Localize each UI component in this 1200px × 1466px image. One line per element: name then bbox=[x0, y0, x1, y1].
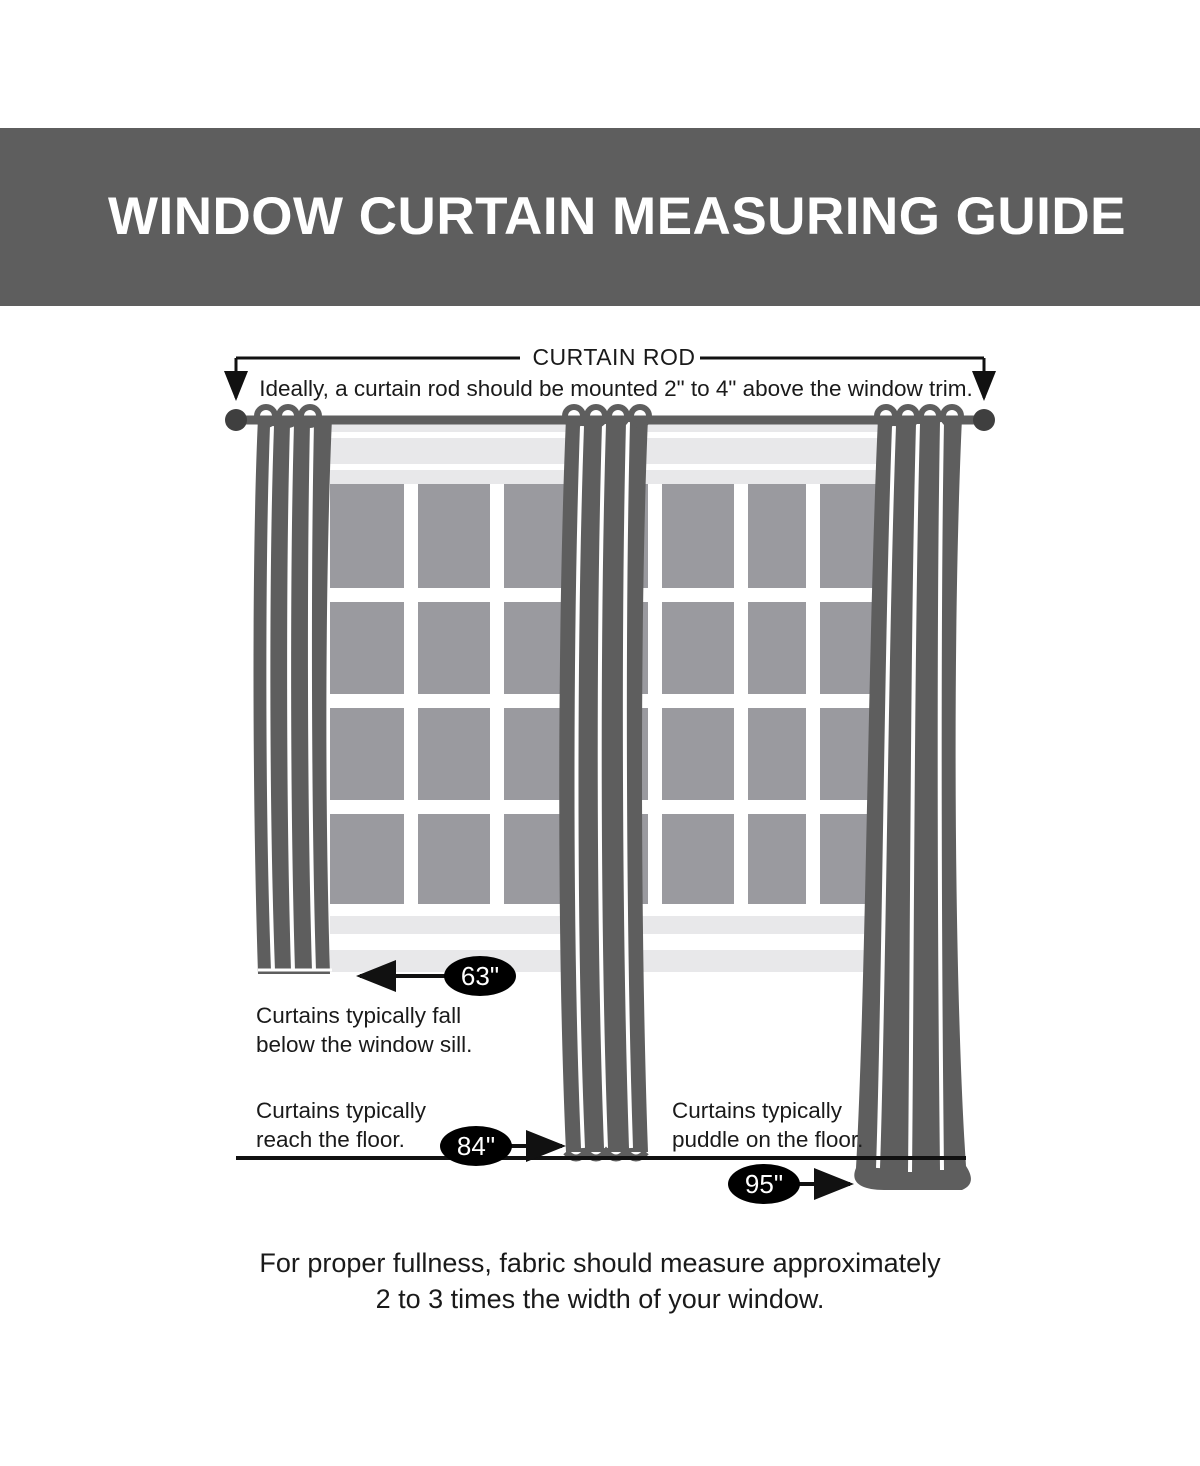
header-band bbox=[0, 128, 1200, 306]
caption-95 bbox=[672, 1096, 972, 1155]
caption-84-line2: reach the floor. bbox=[256, 1127, 405, 1153]
measurement-value-63: 63" bbox=[460, 961, 500, 991]
fullness-note bbox=[0, 1245, 1200, 1318]
measurement-value-84: 84" bbox=[456, 1131, 496, 1161]
rod-instruction: Ideally, a curtain rod should be mounted 2" to 4" above the window trim. bbox=[259, 376, 973, 401]
measurement-badge-63 bbox=[444, 956, 516, 996]
fullness-note-line1: For proper fullness, fabric should measure approximately bbox=[259, 1248, 941, 1278]
caption-95-line1: Curtains typically bbox=[672, 1098, 843, 1123]
caption-63-line2: below the window sill. bbox=[256, 1032, 473, 1058]
measurement-badge-95 bbox=[728, 1164, 800, 1204]
rod-label: CURTAIN ROD bbox=[532, 344, 696, 370]
page-title: WINDOW CURTAIN MEASURING GUIDE bbox=[108, 187, 1127, 247]
curtain-diagram bbox=[0, 306, 1200, 1256]
caption-95-line2: puddle on the floor. bbox=[672, 1127, 864, 1153]
fullness-note-line2: 2 to 3 times the width of your window. bbox=[375, 1284, 825, 1315]
caption-63 bbox=[256, 1001, 586, 1060]
measurement-value-95: 95" bbox=[744, 1169, 784, 1199]
caption-84-line1: Curtains typically bbox=[256, 1098, 427, 1123]
caption-63-line1: Curtains typically fall bbox=[256, 1003, 462, 1028]
caption-84 bbox=[256, 1096, 556, 1155]
